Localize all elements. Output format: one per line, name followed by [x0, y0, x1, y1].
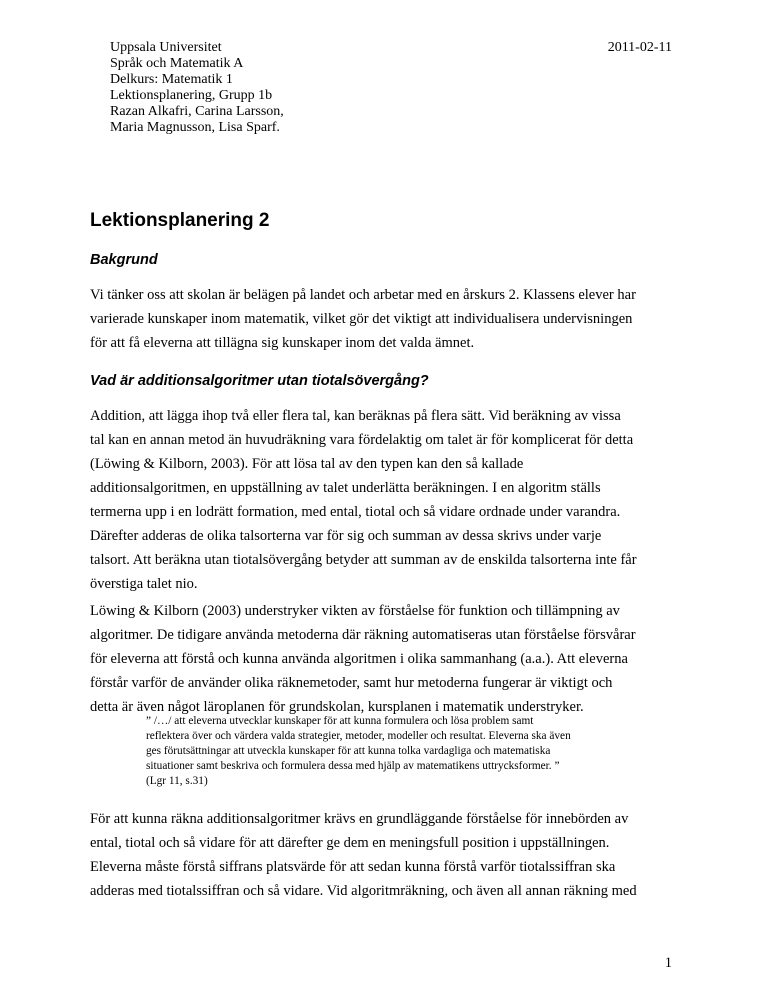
paragraph-line: Eleverna måste förstå siffrans platsvärde för att sedan kunna förstå varför tiotalssiffran ska [90, 859, 616, 875]
paragraph-line: tal kan en annan metod än huvudräkning vara fördelaktig om talet är för komplicerat för detta [90, 432, 634, 448]
paragraph-line: för att få eleverna att tillägna sig kunskaper inom det valda ämnet. [90, 335, 475, 351]
header-line-authors-1: Razan Alkafri, Carina Larsson, [110, 104, 284, 119]
header-info [110, 40, 284, 136]
paragraph-understanding [90, 599, 680, 719]
paragraph-line: Därefter adderas de olika talsorterna var för sig och summan av dessa skrivs under varje [90, 528, 602, 544]
quote-line: situationer samt beskriva och formulera dessa med hjälp av matematikens uttrycksformer. ” [146, 760, 560, 772]
paragraph-line: Vi tänker oss att skolan är belägen på landet och arbetar med en årskurs 2. Klassens elever har [90, 287, 636, 303]
header-line-subcourse: Delkurs: Matematik 1 [110, 72, 233, 87]
paragraph-line: överstiga talet nio. [90, 576, 198, 592]
paragraph-line: För att kunna räkna additionsalgoritmer krävs en grundläggande förståelse för innebörden av [90, 811, 629, 827]
quote-citation: (Lgr 11, s.31) [146, 775, 208, 787]
quote-line: ges förutsättningar att utveckla kunskaper för att kunna tolka vardagliga och matematiska [146, 745, 551, 757]
paragraph-bakgrund [90, 283, 680, 355]
header-line-university: Uppsala Universitet [110, 40, 222, 55]
paragraph-line: Löwing & Kilborn (2003) understryker vikten av förståelse för funktion och tillämpning av [90, 603, 620, 619]
paragraph-line: termerna upp i en lodrätt formation, med ental, tiotal och så vidare ordnade under varandra. [90, 504, 621, 520]
paragraph-place-value [90, 807, 680, 903]
curriculum-quote [146, 714, 571, 789]
header-line-authors-2: Maria Magnusson, Lisa Sparf. [110, 120, 280, 135]
paragraph-line: talsort. Att beräkna utan tiotalsövergång betyder att summan av de enskilda talsorterna inte får [90, 552, 637, 568]
paragraph-line: ental, tiotal och så vidare för att därefter ge dem en meningsfull position i uppställningen. [90, 835, 610, 851]
paragraph-line: adderas med tiotalssiffran och så vidare. Vid algoritmräkning, och även all annan räkning med [90, 883, 637, 899]
page-title: Lektionsplanering 2 [90, 210, 270, 231]
paragraph-line: algoritmer. De tidigare använda metoderna där räkning automatiseras utan förståelse försvårar [90, 627, 636, 643]
paragraph-addition-definition [90, 404, 680, 596]
header-line-group: Lektionsplanering, Grupp 1b [110, 88, 273, 103]
paragraph-line: förstår varför de använder olika räknemetoder, samt hur metoderna fungerar är viktigt och [90, 675, 613, 691]
page-number: 1 [664, 955, 672, 971]
quote-line: reflektera över och värdera valda strategier, metoder, modeller och resultat. Eleverna ska även [146, 730, 571, 742]
quote-line: ” /…/ att eleverna utvecklar kunskaper för att kunna formulera och lösa problem samt [146, 715, 534, 727]
paragraph-line: Addition, att lägga ihop två eller flera tal, kan beräknas på flera sätt. Vid beräkning av vissa [90, 408, 621, 424]
section-heading-additionsalgoritmer: Vad är additionsalgoritmer utan tiotalsövergång? [90, 373, 429, 389]
paragraph-line: varierade kunskaper inom matematik, vilket gör det viktigt att individualisera undervisningen [90, 311, 633, 327]
paragraph-line: (Löwing & Kilborn, 2003). För att lösa tal av den typen kan den så kallade [90, 456, 524, 472]
header-date: 2011-02-11 [607, 40, 672, 55]
paragraph-line: för eleverna att förstå och kunna använda algoritmen i olika sammanhang (a.a.). Att eleverna [90, 651, 628, 667]
paragraph-line: additionsalgoritmen, en uppställning av talet underlätta beräkningen. I en algoritm ställs [90, 480, 601, 496]
section-heading-bakgrund: Bakgrund [90, 252, 158, 268]
paragraph-line: detta är även något läroplanen för grundskolan, kursplanen i matematik understryker. [90, 699, 584, 715]
header-line-course: Språk och Matematik A [110, 56, 244, 71]
